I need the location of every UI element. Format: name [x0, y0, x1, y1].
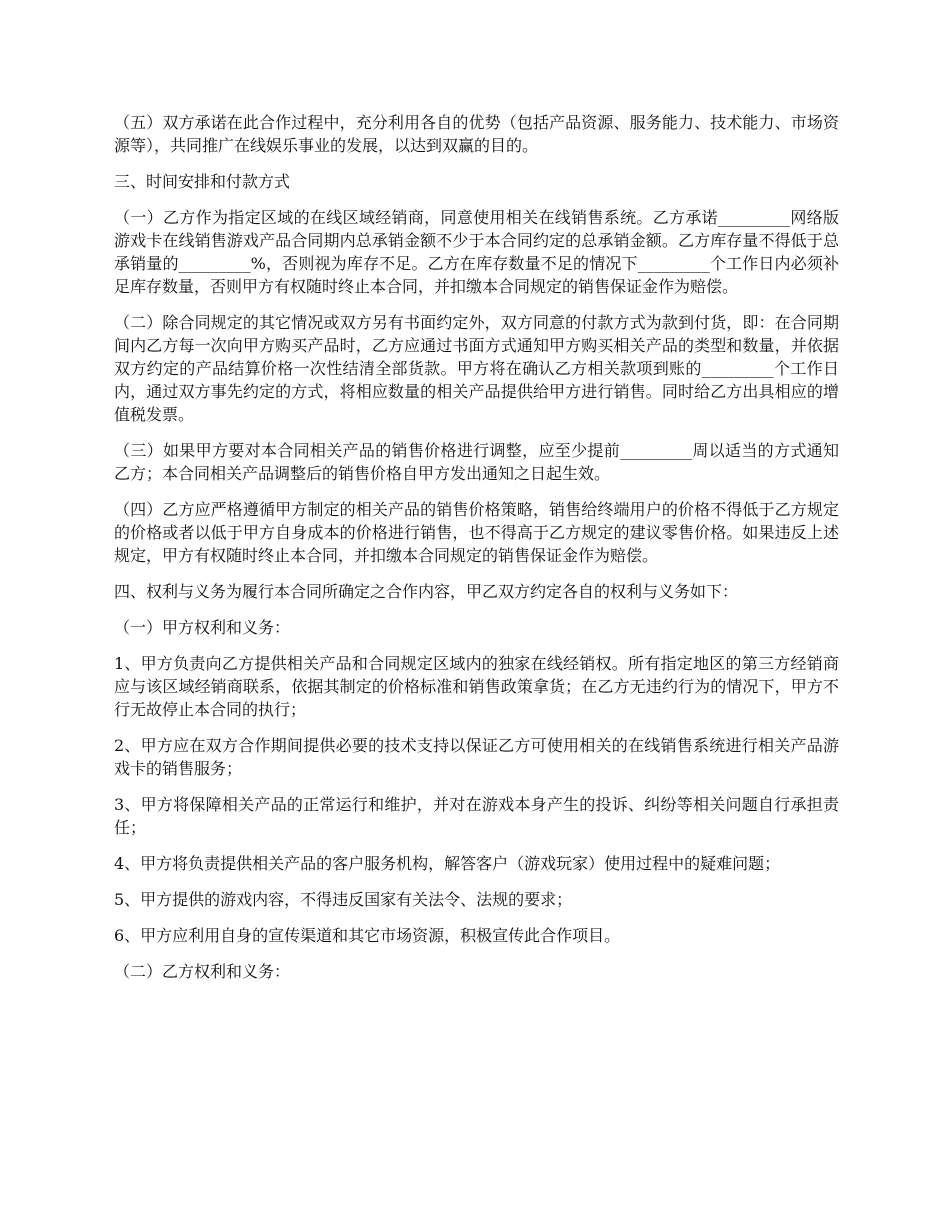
- section-heading-rights-obligations: 四、权利与义务为履行本合同所确定之合作内容，甲乙双方约定各自的权利与义务如下：: [114, 582, 739, 601]
- party-a-item-3: 3、甲方将保障相关产品的正常运行和维护，并对在游戏本身产生的投诉、纠纷等相关问题自行承担责任；: [114, 795, 839, 837]
- paragraph-5-advantages: （五）双方承诺在此合作过程中，充分利用各自的优势（包括产品资源、服务能力、技术能力、市场资源等），共同推广在线娱乐事业的发展，以达到双赢的目的。: [114, 113, 839, 155]
- party-a-item-4: 4、甲方将负责提供相关产品的客户服务机构，解答客户（游戏玩家）使用过程中的疑难问题；: [114, 854, 781, 873]
- paragraph-1-sales-commitment: （一）乙方作为指定区域的在线区域经销商，同意使用相关在线销售系统。乙方承诺_________网络版游戏卡在线销售游戏产品合同期内总承销金额不少于本合同约定的总承销金额。乙方库存量不得低于总承销量的_________%，否则视为库存不足。乙方在库存数量不足的情况下_________个工作日内必须补足库存数量，否则甲方有权随时终止本合同，并扣缴本合同规定的销售保证金作为赔偿。: [114, 208, 839, 296]
- paragraph-3-price-adjustment: （三）如果甲方要对本合同相关产品的销售价格进行调整，应至少提前_________周以适当的方式通知乙方；本合同相关产品调整后的销售价格自甲方发出通知之日起生效。: [114, 441, 839, 483]
- party-a-item-6: 6、甲方应利用自身的宣传渠道和其它市场资源，积极宣传此合作项目。: [114, 926, 621, 945]
- paragraph-2-payment-method: （二）除合同规定的其它情况或双方另有书面约定外，双方同意的付款方式为款到付货，即：在合同期间内乙方每一次向甲方购买产品时，乙方应通过书面方式通知甲方购买相关产品的类型和数量，并依据双方约定的产品结算价格一次性结清全部货款。甲方将在确认乙方相关款项到账的_________个工作日内，通过双方事先约定的方式，将相应数量的相关产品提供给甲方进行销售。同时给乙方出具相应的增值税发票。: [114, 313, 839, 424]
- party-a-item-1: 1、甲方负责向乙方提供相关产品和合同规定区域内的独家在线经销权。所有指定地区的第三方经销商应与该区域经销商联系，依据其制定的价格标准和销售政策拿货；在乙方无违约行为的情况下，甲方不行无故停止本合同的执行；: [114, 654, 839, 719]
- paragraph-4-price-policy: （四）乙方应严格遵循甲方制定的相关产品的销售价格策略，销售给终端用户的价格不得低于乙方规定的价格或者以低于甲方自身成本的价格进行销售，也不得高于乙方规定的建议零售价格。如果违反上述规定，甲方有权随时终止本合同，并扣缴本合同规定的销售保证金作为赔偿。: [114, 500, 839, 565]
- party-a-item-5: 5、甲方提供的游戏内容，不得违反国家有关法令、法规的要求；: [114, 890, 573, 909]
- subheading-party-b-rights: （二）乙方权利和义务：: [114, 962, 291, 981]
- section-heading-schedule-payment: 三、时间安排和付款方式: [114, 172, 291, 191]
- subheading-party-a-rights: （一）甲方权利和义务：: [114, 618, 291, 637]
- party-a-item-2: 2、甲方应在双方合作期间提供必要的技术支持以保证乙方可使用相关的在线销售系统进行相关产品游戏卡的销售服务；: [114, 736, 839, 778]
- document-page: [114, 111, 839, 996]
